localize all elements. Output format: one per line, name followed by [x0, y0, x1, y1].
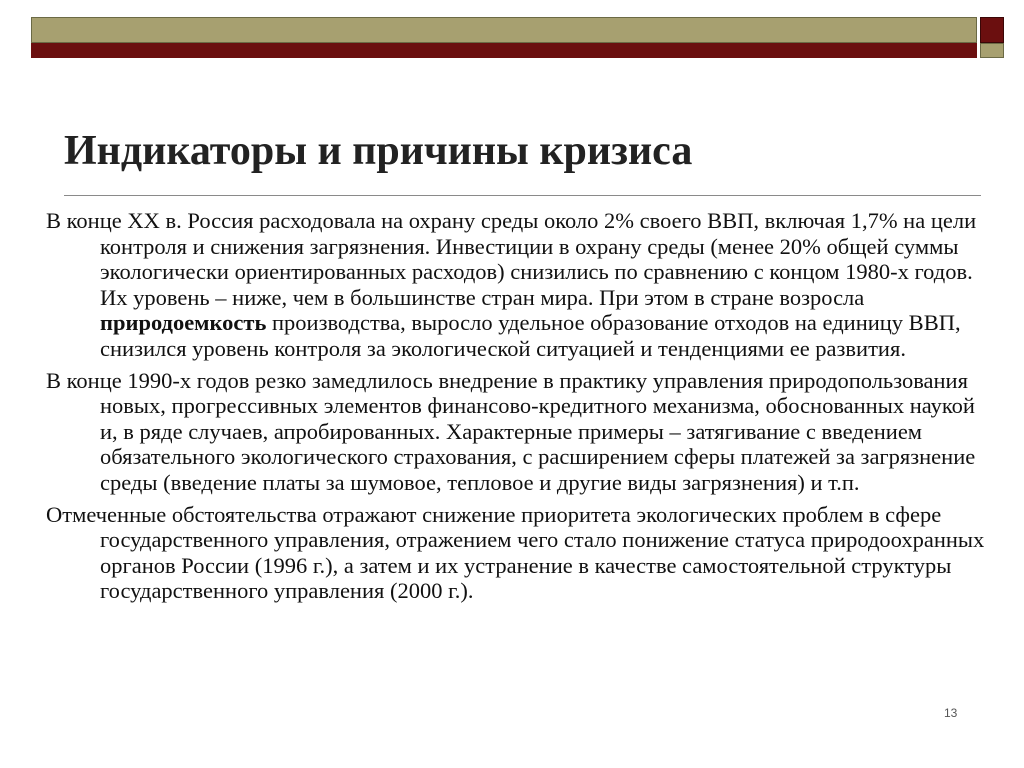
- paragraph-1-bold-term: природоемкость: [100, 310, 267, 336]
- paragraph-1-text-end: производства, выросло удельное образование отходов на единицу ВВП, снизился уровень контроля за экологической ситуацией и тенденциями ее развития.: [100, 310, 961, 361]
- title-divider: [64, 195, 981, 196]
- corner-square-olive: [980, 43, 1004, 58]
- paragraph-3: Отмеченные обстоятельства отражают снижение приоритета экологических проблем в сфере государственного управления, отражением чего стало понижение статуса природоохранных органов России (1996 г.), а затем и их устранение в качестве самостоятельной структуры государственного управления (2000 г.).: [46, 501, 985, 604]
- slide-number: 13: [944, 706, 958, 720]
- paragraph-1: [46, 208, 986, 362]
- slide-body: [46, 208, 986, 610]
- slide-title: Индикаторы и причины кризиса: [64, 128, 693, 174]
- paragraph-1-text: В конце XX в. Россия расходовала на охрану среды около 2% своего ВВП, включая 1,7% на цели контроля и снижения загрязнения. Инвестиции в охрану среды (менее 20% общей суммы экологически ориентированных расходов) снизились по сравнению с концом 1980-х годов. Их уровень – ниже, чем в большинстве стран мира. При этом в стране возросла: [46, 208, 977, 310]
- corner-square-maroon: [980, 17, 1004, 43]
- paragraph-2: В конце 1990-х годов резко замедлилось внедрение в практику управления природопользования новых, прогрессивных элементов финансово-кредитного механизма, обоснованных наукой и, в ряде случаев, апробированных. Характерные примеры – затягивание с введением обязательного экологического страхования, с расширением сферы платежей за загрязнение среды (введение платы за шумовое, тепловое и другие виды загрязнения) и т.п.: [46, 367, 976, 495]
- header-band-maroon: [31, 43, 977, 58]
- header-band-olive: [31, 17, 977, 43]
